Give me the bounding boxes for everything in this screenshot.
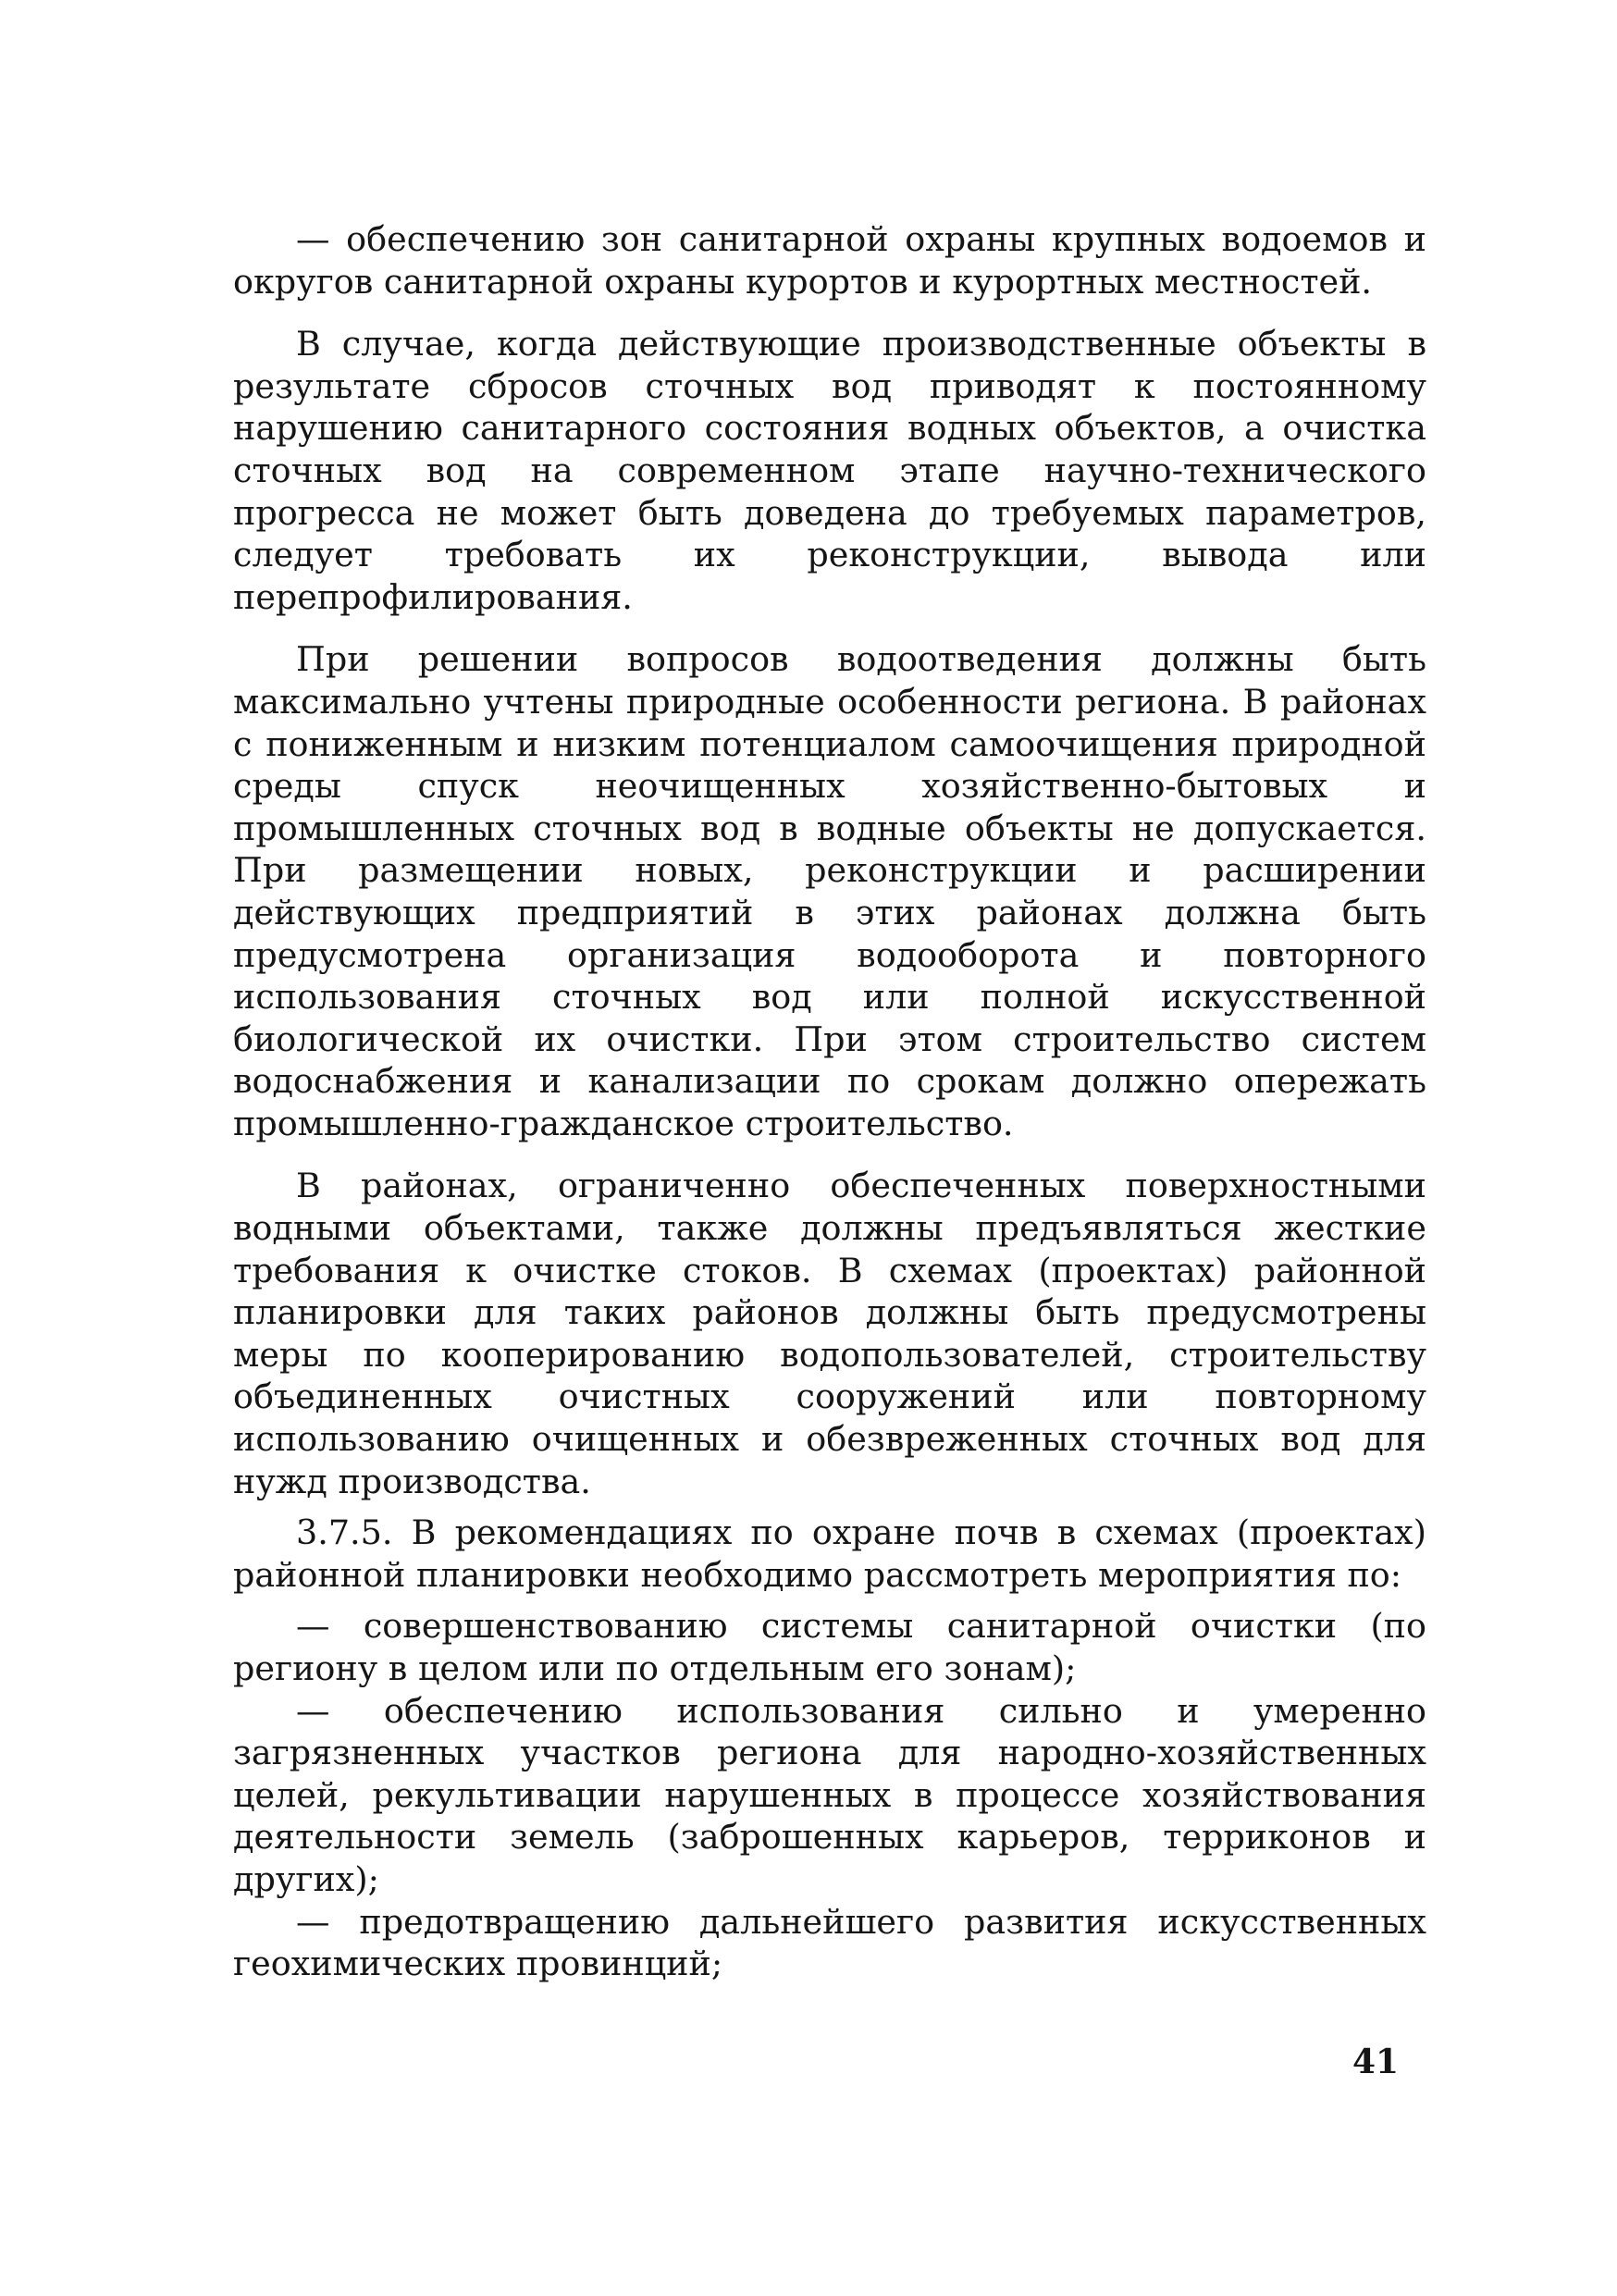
paragraph-water-disposal: При решении вопросов водоотведения должны быть максимально учтены природные особенности региона. В районах с пониженным и низким потенциалом самоочищения природной среды спуск неочищенных хозяйственно-бытовых и промышленных сточных вод в водные объекты не допускается. При размещении новых, реконструкции и расширении действующих предприятий в этих районах должна быть предусмотрена организация водооборота и повторного использования сточных вод или полной искусственной биологической их очистки. При этом строительство систем водоснабжения и канализации по срокам должно опережать промышленно-гражданское строительство.: [233, 639, 1426, 1143]
paragraph-sanitary-zones: — обеспечению зон санитарной охраны крупных водоемов и округов санитарной охраны курортов и курортных местностей.: [233, 219, 1426, 302]
paragraph-limited-water: В районах, ограниченно обеспеченных поверхностными водными объектами, также должны предъявляться жесткие требования к очистке стоков. В схемах (проектах) районной планировки для таких районов должны быть предусмотрены меры по кооперированию водопользователей, строительству объединенных очистных сооружений или повторному использованию очищенных и обезвреженных сточных вод для нужд производства.: [233, 1166, 1426, 1501]
list-item-polluted-land: — обеспечению использования сильно и умеренно загрязненных участков региона для народно-хозяйственных целей, рекультивации нарушенных в процессе хозяйствования деятельности земель (заброшенных карьеров, терриконов и других);: [233, 1690, 1426, 1899]
section-3-7-5: 3.7.5. В рекомендациях по охране почв в схемах (проектах) районной планировки необходимо рассмотреть мероприятия по:: [233, 1512, 1426, 1595]
paragraph-reconstruction: В случае, когда действующие производственные объекты в результате сбросов сточных вод приводят к постоянному нарушению санитарного состояния водных объектов, а очистка сточных вод на современном этапе научно-технического прогресса не может быть доведена до требуемых параметров, следует требовать их реконструкции, вывода или перепрофилирования.: [233, 324, 1426, 617]
body-text: [233, 218, 1426, 1985]
page-number: 41: [1352, 2043, 1400, 2081]
list-item-sanitary-cleaning: — совершенствованию системы санитарной очистки (по региону в целом или по отдельным его зонам);: [233, 1606, 1426, 1688]
list-item-geochemical: — предотвращению дальнейшего развития искусственных геохимических провинций;: [233, 1901, 1426, 1984]
